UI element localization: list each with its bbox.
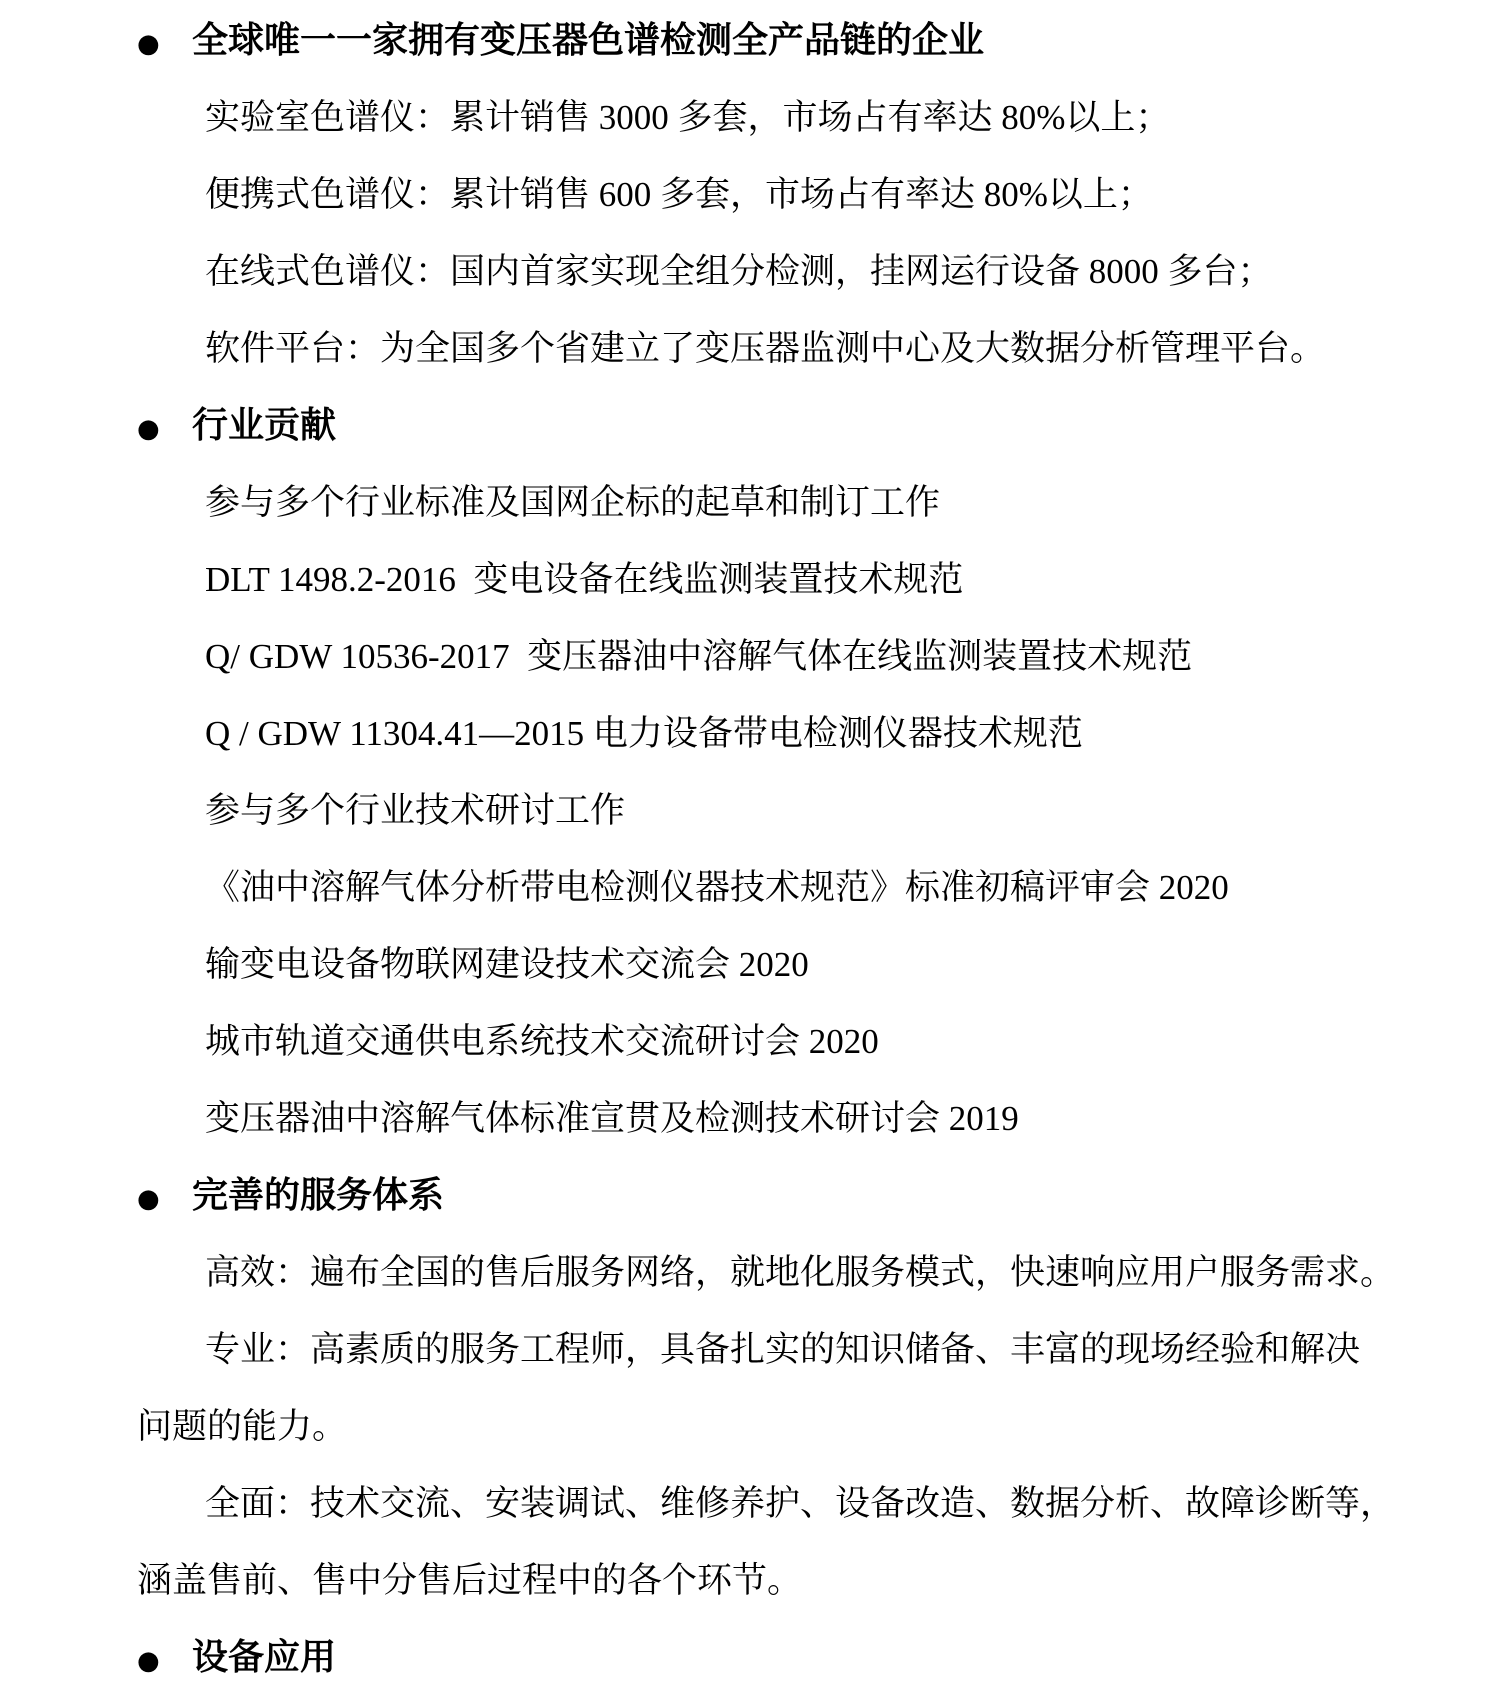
line-online-chromatograph: 在线式色谱仪：国内首家实现全组分检测，挂网运行设备 8000 多台； — [205, 252, 1273, 291]
bullet-heading-service-system — [137, 1157, 1466, 1234]
line-review-meeting-2020: 《油中溶解气体分析带电检测仪器技术规范》标准初稿评审会 2020 — [205, 868, 1229, 907]
section-heading-text: 全球唯一一家拥有变压器色谱检测全产品链的企业 — [192, 20, 985, 61]
line-lab-chromatograph: 实验室色谱仪：累计销售 3000 多套，市场占有率达 80%以上； — [205, 98, 1171, 137]
bullet-icon: ● — [137, 1184, 160, 1214]
line-gdw-10536-standard: Q/ GDW 10536-2017 变压器油中溶解气体在线监测装置技术规范 — [205, 637, 1193, 676]
section-heading-text: 行业贡献 — [192, 405, 337, 446]
line-software-platform: 软件平台：为全国多个省建立了变压器监测中心及大数据分析管理平台。 — [205, 329, 1326, 368]
section-heading-text: 设备应用 — [192, 1637, 337, 1678]
bullet-heading-equipment-application — [137, 1619, 1466, 1696]
line-service-comprehensive-part2: 涵盖售前、售中分售后过程中的各个环节。 — [137, 1561, 803, 1600]
line-iot-exchange-2020: 输变电设备物联网建设技术交流会 2020 — [205, 945, 809, 984]
bullet-icon: ● — [137, 29, 160, 59]
line-gdw-11304-standard: Q / GDW 11304.41—2015 电力设备带电检测仪器技术规范 — [205, 714, 1083, 753]
line-service-efficient: 高效：遍布全国的售后服务网络，就地化服务模式，快速响应用户服务需求。 — [205, 1253, 1396, 1292]
bullet-heading-company-uniqueness — [137, 2, 1466, 79]
line-portable-chromatograph: 便携式色谱仪：累计销售 600 多套，市场占有率达 80%以上； — [205, 175, 1153, 214]
line-service-professional-part2: 问题的能力。 — [137, 1407, 348, 1446]
line-service-comprehensive-part1: 全面：技术交流、安装调试、维修养护、设备改造、数据分析、故障诊断等， — [205, 1484, 1396, 1523]
line-dlt-1498-standard: DLT 1498.2-2016 变电设备在线监测装置技术规范 — [205, 560, 964, 599]
bullet-icon: ● — [137, 414, 160, 444]
line-dga-seminar-2019: 变压器油中溶解气体标准宣贯及检测技术研讨会 2019 — [205, 1099, 1019, 1138]
line-service-professional-part1: 专业：高素质的服务工程师，具备扎实的知识储备、丰富的现场经验和解决 — [205, 1330, 1361, 1369]
bullet-icon: ● — [137, 1646, 160, 1676]
line-standards-participation: 参与多个行业标准及国网企标的起草和制订工作 — [205, 483, 941, 522]
line-seminar-participation: 参与多个行业技术研讨工作 — [205, 791, 626, 830]
line-rail-transit-seminar-2020: 城市轨道交通供电系统技术交流研讨会 2020 — [205, 1022, 879, 1061]
section-heading-text: 完善的服务体系 — [192, 1175, 445, 1216]
bullet-heading-industry-contribution — [137, 387, 1466, 464]
